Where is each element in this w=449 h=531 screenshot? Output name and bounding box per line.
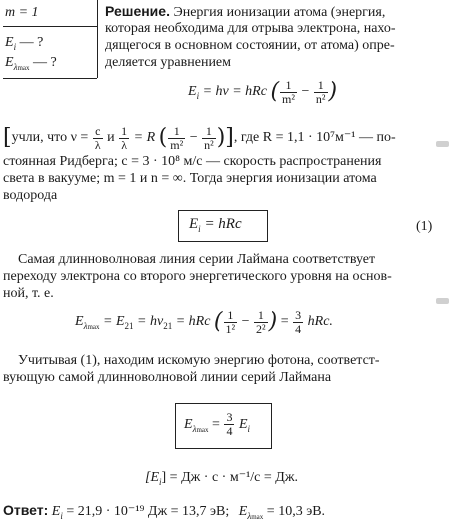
note-line-4: водорода: [3, 188, 58, 203]
answer-line: Ответ: $E_i = 21,9 \cdot 10^{-19}$ Дж = 13,7 эВ; $E_{\lambda max} = 10,3$ эВ.: [3, 502, 326, 521]
note-line-2: стоянная Ридберга; c = 3 · 10⁸ м/с — скорость распространения: [3, 154, 382, 169]
find-ei: $E_i$ — ?: [5, 35, 44, 52]
equation-4: $E_{\lambda max}$ = $\frac{3}{4}$ $E_i$: [184, 410, 251, 439]
para3-line-2: вующую самой длинноволновой линии серий Лаймана: [3, 370, 332, 385]
note-line-3: света в вакууме; m = 1 и n = ∞. Тогда энергия ионизации атома: [3, 171, 377, 186]
equation-lyman: $E_{\lambda max} = E_{21} = h\nu_{21}$ = hRc ( $\frac{1}{\text{1²}}$ − $\frac{1}{\text{2²}}$ ) = $\frac{3}{4}$ hRc.: [75, 307, 333, 336]
units-check: $[E_i]$ = Дж · с · м⁻¹/с = Дж.: [145, 470, 299, 487]
solution-line-3: дящегося в основном состоянии, от атома) опре-: [105, 38, 395, 53]
solution-heading: Решение.: [105, 3, 170, 19]
para3-line-1: Учитывая (1), находим искомую энергию фотона, соответст-: [18, 353, 380, 368]
para2-line-2: переходу электрона со второго энергетического уровня на основ-: [3, 269, 392, 284]
page-edge-mark: [436, 298, 449, 304]
note-line-1: [учли, что ν = $\frac{c}{\lambda}$ и $\frac{1}{\lambda}$ = R ( $\frac{1}{\text{m²}}$ − $\frac{1}{\text{n²}}$ )], где R = 1,1 · 10⁷м⁻¹ — по-: [3, 123, 396, 152]
equation-2-number: (1): [416, 219, 433, 234]
para2-line-3: ной, т. е.: [3, 286, 54, 301]
para2-line-1: Самая длинноволновая линия серии Лаймана соответствует: [18, 252, 376, 267]
equation-ionization: $E_i = h\nu$ = hRc ( $\frac{1}{\text{m²}}$ − $\frac{1}{\text{n²}}$ ): [188, 77, 338, 106]
solution-line-1: Решение. Энергия ионизации атома (энергия,: [105, 3, 386, 20]
page-edge-mark: [436, 141, 449, 147]
find-emax: $E_{\lambda max}$ — ?: [5, 55, 57, 72]
solution-line-4: деляется уравнением: [105, 55, 232, 70]
solution-line-2: которая необходима для отрыва электрона, нахо-: [105, 21, 396, 36]
equation-2: $E_i$ = hRc: [189, 216, 242, 234]
given-bottom-line: [3, 78, 97, 79]
answer-label: Ответ:: [3, 502, 49, 518]
given-m: m = 1: [5, 5, 39, 20]
given-divider: [3, 26, 97, 27]
